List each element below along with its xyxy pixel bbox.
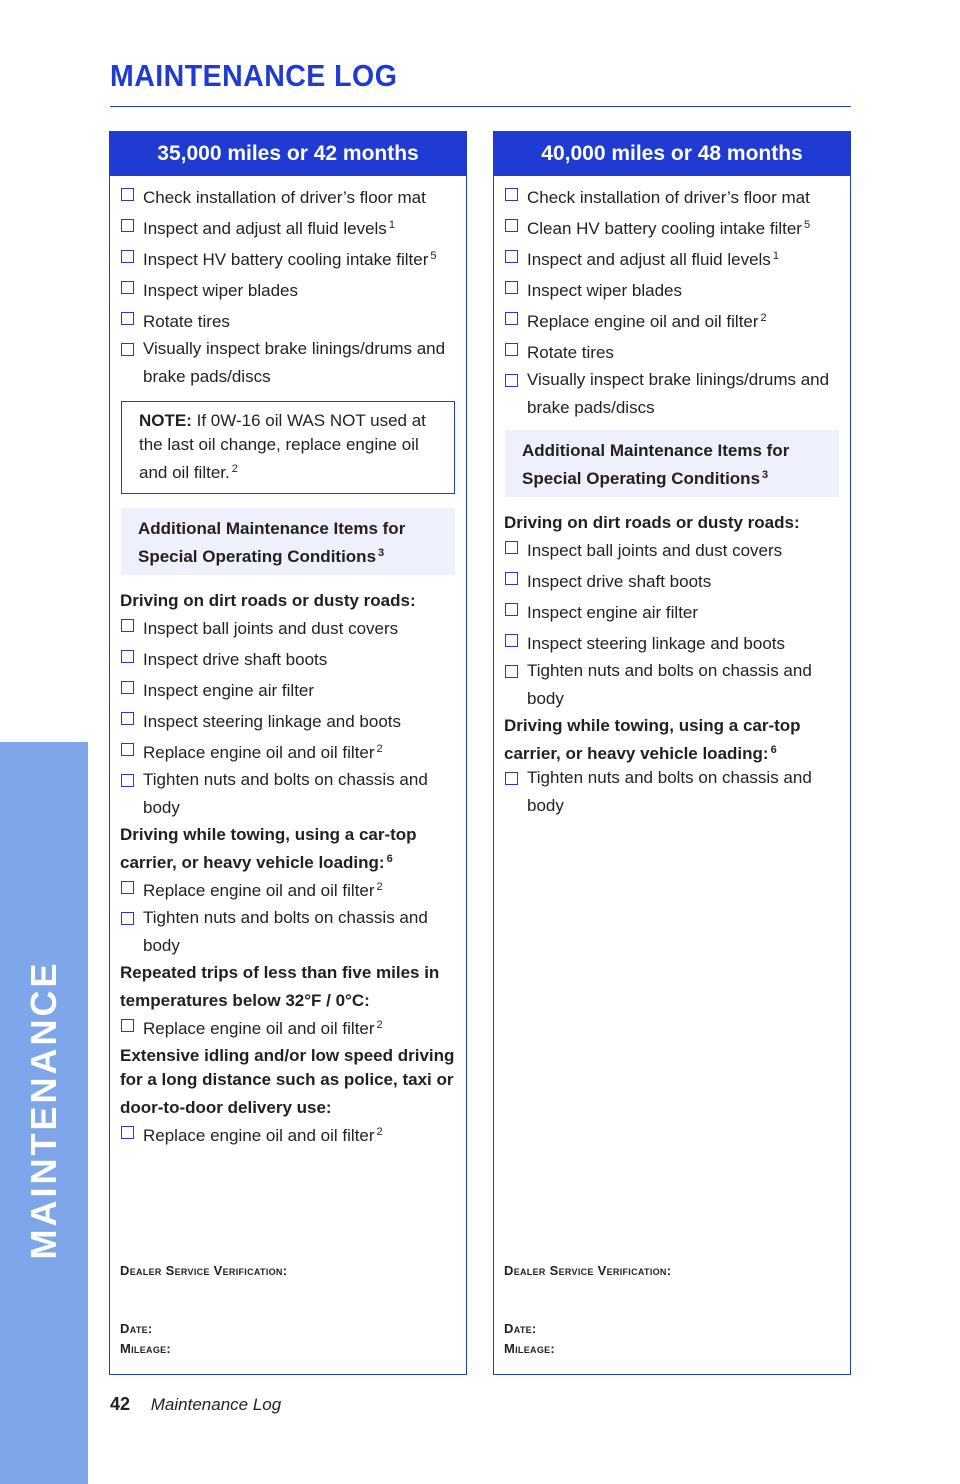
checklist-item-text: Rotate tires	[143, 312, 230, 331]
checkbox[interactable]	[505, 603, 518, 616]
date-label: Date:	[504, 1321, 537, 1336]
condition-heading	[120, 585, 456, 613]
condition-checklist	[504, 766, 840, 818]
dealer-verification-label: Dealer Service Verification:	[120, 1263, 288, 1278]
checklist-item-text: Replace engine oil and oil filter	[143, 743, 375, 762]
condition-heading-text: Driving on dirt roads or dusty roads:	[120, 591, 416, 610]
checkbox[interactable]	[505, 343, 518, 356]
additional-items-title: Additional Maintenance Items for Special Operating Conditions	[522, 441, 790, 488]
footer-label: Maintenance Log	[150, 1395, 282, 1414]
checklist-item-text: Inspect and adjust all fluid levels	[527, 250, 771, 269]
dealer-verification-label: Dealer Service Verification:	[504, 1263, 672, 1278]
checklist-item	[120, 213, 456, 241]
note-label: NOTE:	[139, 411, 192, 430]
footnote-ref: 1	[772, 250, 779, 262]
checklist-item-text: Inspect drive shaft boots	[143, 650, 328, 669]
checklist-item-text: Inspect wiper blades	[527, 281, 682, 300]
condition-heading-text: Driving on dirt roads or dusty roads:	[504, 513, 800, 532]
checklist-item	[120, 675, 456, 703]
page-title: MAINTENANCE LOG	[110, 58, 398, 93]
card-body	[110, 176, 466, 1148]
checkbox[interactable]	[505, 281, 518, 294]
checklist-item-text: Inspect steering linkage and boots	[143, 712, 402, 731]
checkbox[interactable]	[505, 374, 518, 387]
checklist-item	[120, 1013, 456, 1041]
checkbox[interactable]	[121, 881, 134, 894]
checkbox[interactable]	[505, 634, 518, 647]
checklist-item-text: Replace engine oil and oil filter	[527, 312, 759, 331]
maintenance-card-40000	[493, 131, 851, 1375]
checklist-item	[120, 706, 456, 734]
card-header: 35,000 miles or 42 months	[110, 132, 466, 176]
checklist-item-text: Replace engine oil and oil filter	[143, 1019, 375, 1038]
date-label: Date:	[120, 1321, 153, 1336]
condition-heading	[120, 961, 456, 1013]
checkbox[interactable]	[505, 250, 518, 263]
footnote-ref: 6	[386, 853, 393, 865]
condition-checklist	[120, 875, 456, 958]
checkbox[interactable]	[505, 188, 518, 201]
checklist-item	[120, 875, 456, 903]
checklist-item	[504, 244, 840, 272]
note-text: If 0W-16 oil WAS NOT used at the last oil change, replace engine oil and oil filter.	[139, 411, 426, 482]
condition-checklist	[120, 1013, 456, 1041]
checklist-item-text: Visually inspect brake linings/drums and brake pads/discs	[527, 370, 830, 417]
checklist-item-text: Inspect engine air filter	[143, 681, 315, 700]
footnote-ref: 5	[430, 250, 437, 262]
checklist-item	[120, 644, 456, 672]
checklist-item-text: Inspect and adjust all fluid levels	[143, 219, 387, 238]
checklist-item	[120, 1120, 456, 1148]
checkbox[interactable]	[505, 312, 518, 325]
checkbox[interactable]	[121, 712, 134, 725]
footnote-ref: 2	[376, 1126, 383, 1138]
checklist-item-text: Visually inspect brake linings/drums and brake pads/discs	[143, 339, 446, 386]
checklist-item-text: Inspect steering linkage and boots	[527, 634, 786, 653]
additional-items-box	[121, 508, 455, 575]
additional-items-title: Additional Maintenance Items for Special Operating Conditions	[138, 519, 406, 566]
footnote-ref: 2	[376, 881, 383, 893]
side-tab-label: MAINTENANCE	[23, 960, 64, 1260]
checkbox[interactable]	[121, 219, 134, 232]
mileage-label: Mileage:	[120, 1341, 172, 1356]
checklist-item	[120, 244, 456, 272]
checklist-item-text: Replace engine oil and oil filter	[143, 881, 375, 900]
checkbox[interactable]	[505, 772, 518, 785]
condition-checklist	[120, 613, 456, 820]
footnote-ref: 2	[760, 312, 767, 324]
checklist-item	[504, 597, 840, 625]
checkbox[interactable]	[505, 572, 518, 585]
conditions	[120, 585, 456, 1148]
checkbox[interactable]	[121, 250, 134, 263]
checklist-item	[120, 306, 456, 334]
checklist	[120, 182, 456, 389]
checklist-item	[120, 768, 456, 820]
checklist-item	[504, 766, 840, 818]
checklist-item-text: Check installation of driver’s floor mat	[527, 188, 810, 207]
condition-heading-text: Extensive idling and/or low speed driving for a long distance such as police, taxi or door-to-door delivery use:	[120, 1046, 455, 1117]
footnote-ref: 1	[388, 219, 395, 231]
checkbox[interactable]	[121, 281, 134, 294]
checklist-item-text: Tighten nuts and bolts on chassis and body	[143, 908, 428, 955]
additional-items-box	[505, 430, 839, 497]
condition-checklist	[504, 535, 840, 711]
checklist	[504, 182, 840, 420]
checklist-item-text: Tighten nuts and bolts on chassis and body	[527, 768, 812, 815]
condition-heading-text: Driving while towing, using a car-top carrier, or heavy vehicle loading:	[120, 825, 417, 872]
checklist-item-text: Inspect ball joints and dust covers	[143, 619, 399, 638]
checklist-item	[120, 275, 456, 303]
condition-checklist	[120, 1120, 456, 1148]
page-number: 42	[110, 1394, 131, 1414]
checklist-item-text: Inspect wiper blades	[143, 281, 298, 300]
footnote-ref: 6	[770, 744, 777, 756]
checklist-item-text: Inspect ball joints and dust covers	[527, 541, 783, 560]
condition-heading	[504, 714, 840, 766]
checkbox[interactable]	[121, 681, 134, 694]
checkbox[interactable]	[121, 188, 134, 201]
checklist-item	[504, 306, 840, 334]
note-box	[121, 401, 455, 494]
additional-items-footnote: 3	[378, 547, 385, 559]
checklist-item-text: Rotate tires	[527, 343, 614, 362]
checklist-item	[504, 566, 840, 594]
checklist-item	[504, 659, 840, 711]
checklist-item-text: Check installation of driver’s floor mat	[143, 188, 426, 207]
footnote-ref: 2	[376, 743, 383, 755]
checklist-item-text: Clean HV battery cooling intake filter	[527, 219, 802, 238]
condition-heading-text: Repeated trips of less than five miles in temperatures below 32°F / 0°C:	[120, 963, 440, 1010]
checkbox[interactable]	[121, 1126, 134, 1139]
condition-heading	[120, 1044, 456, 1120]
title-divider	[110, 106, 851, 107]
checklist-item	[504, 182, 840, 210]
checklist-item	[504, 275, 840, 303]
checkbox[interactable]	[121, 912, 134, 925]
condition-heading	[504, 507, 840, 535]
checklist-item	[504, 535, 840, 563]
checklist-item	[120, 182, 456, 210]
checklist-item-text: Tighten nuts and bolts on chassis and body	[527, 661, 812, 708]
checklist-item	[504, 337, 840, 365]
checkbox[interactable]	[121, 619, 134, 632]
footnote-ref: 5	[803, 219, 811, 231]
conditions	[504, 507, 840, 818]
checkbox[interactable]	[505, 541, 518, 554]
checklist-item	[120, 737, 456, 765]
checkbox[interactable]	[121, 343, 134, 356]
mileage-label: Mileage:	[504, 1341, 556, 1356]
condition-heading-text: Driving while towing, using a car-top carrier, or heavy vehicle loading:	[504, 716, 801, 763]
checkbox[interactable]	[121, 774, 134, 787]
checkbox[interactable]	[121, 743, 134, 756]
checklist-item-text: Replace engine oil and oil filter	[143, 1126, 375, 1145]
checklist-item	[504, 628, 840, 656]
note-footnote: 2	[231, 463, 238, 475]
checkbox[interactable]	[505, 219, 518, 232]
card-body	[494, 176, 850, 818]
checklist-item-text: Inspect HV battery cooling intake filter	[143, 250, 429, 269]
checklist-item-text: Tighten nuts and bolts on chassis and body	[143, 770, 428, 817]
checklist-item	[504, 368, 840, 420]
checklist-item	[120, 906, 456, 958]
checklist-item	[120, 613, 456, 641]
checkbox[interactable]	[121, 312, 134, 325]
checkbox[interactable]	[505, 665, 518, 678]
footnote-ref: 2	[376, 1019, 383, 1031]
page-footer	[110, 1394, 281, 1415]
checkbox[interactable]	[121, 1019, 134, 1032]
checklist-item-text: Inspect drive shaft boots	[527, 572, 712, 591]
card-header: 40,000 miles or 48 months	[494, 132, 850, 176]
checklist-item	[504, 213, 840, 241]
checkbox[interactable]	[121, 650, 134, 663]
checklist-item	[120, 337, 456, 389]
condition-heading	[120, 823, 456, 875]
checklist-item-text: Inspect engine air filter	[527, 603, 699, 622]
maintenance-card-35000	[109, 131, 467, 1375]
additional-items-footnote: 3	[762, 469, 769, 481]
